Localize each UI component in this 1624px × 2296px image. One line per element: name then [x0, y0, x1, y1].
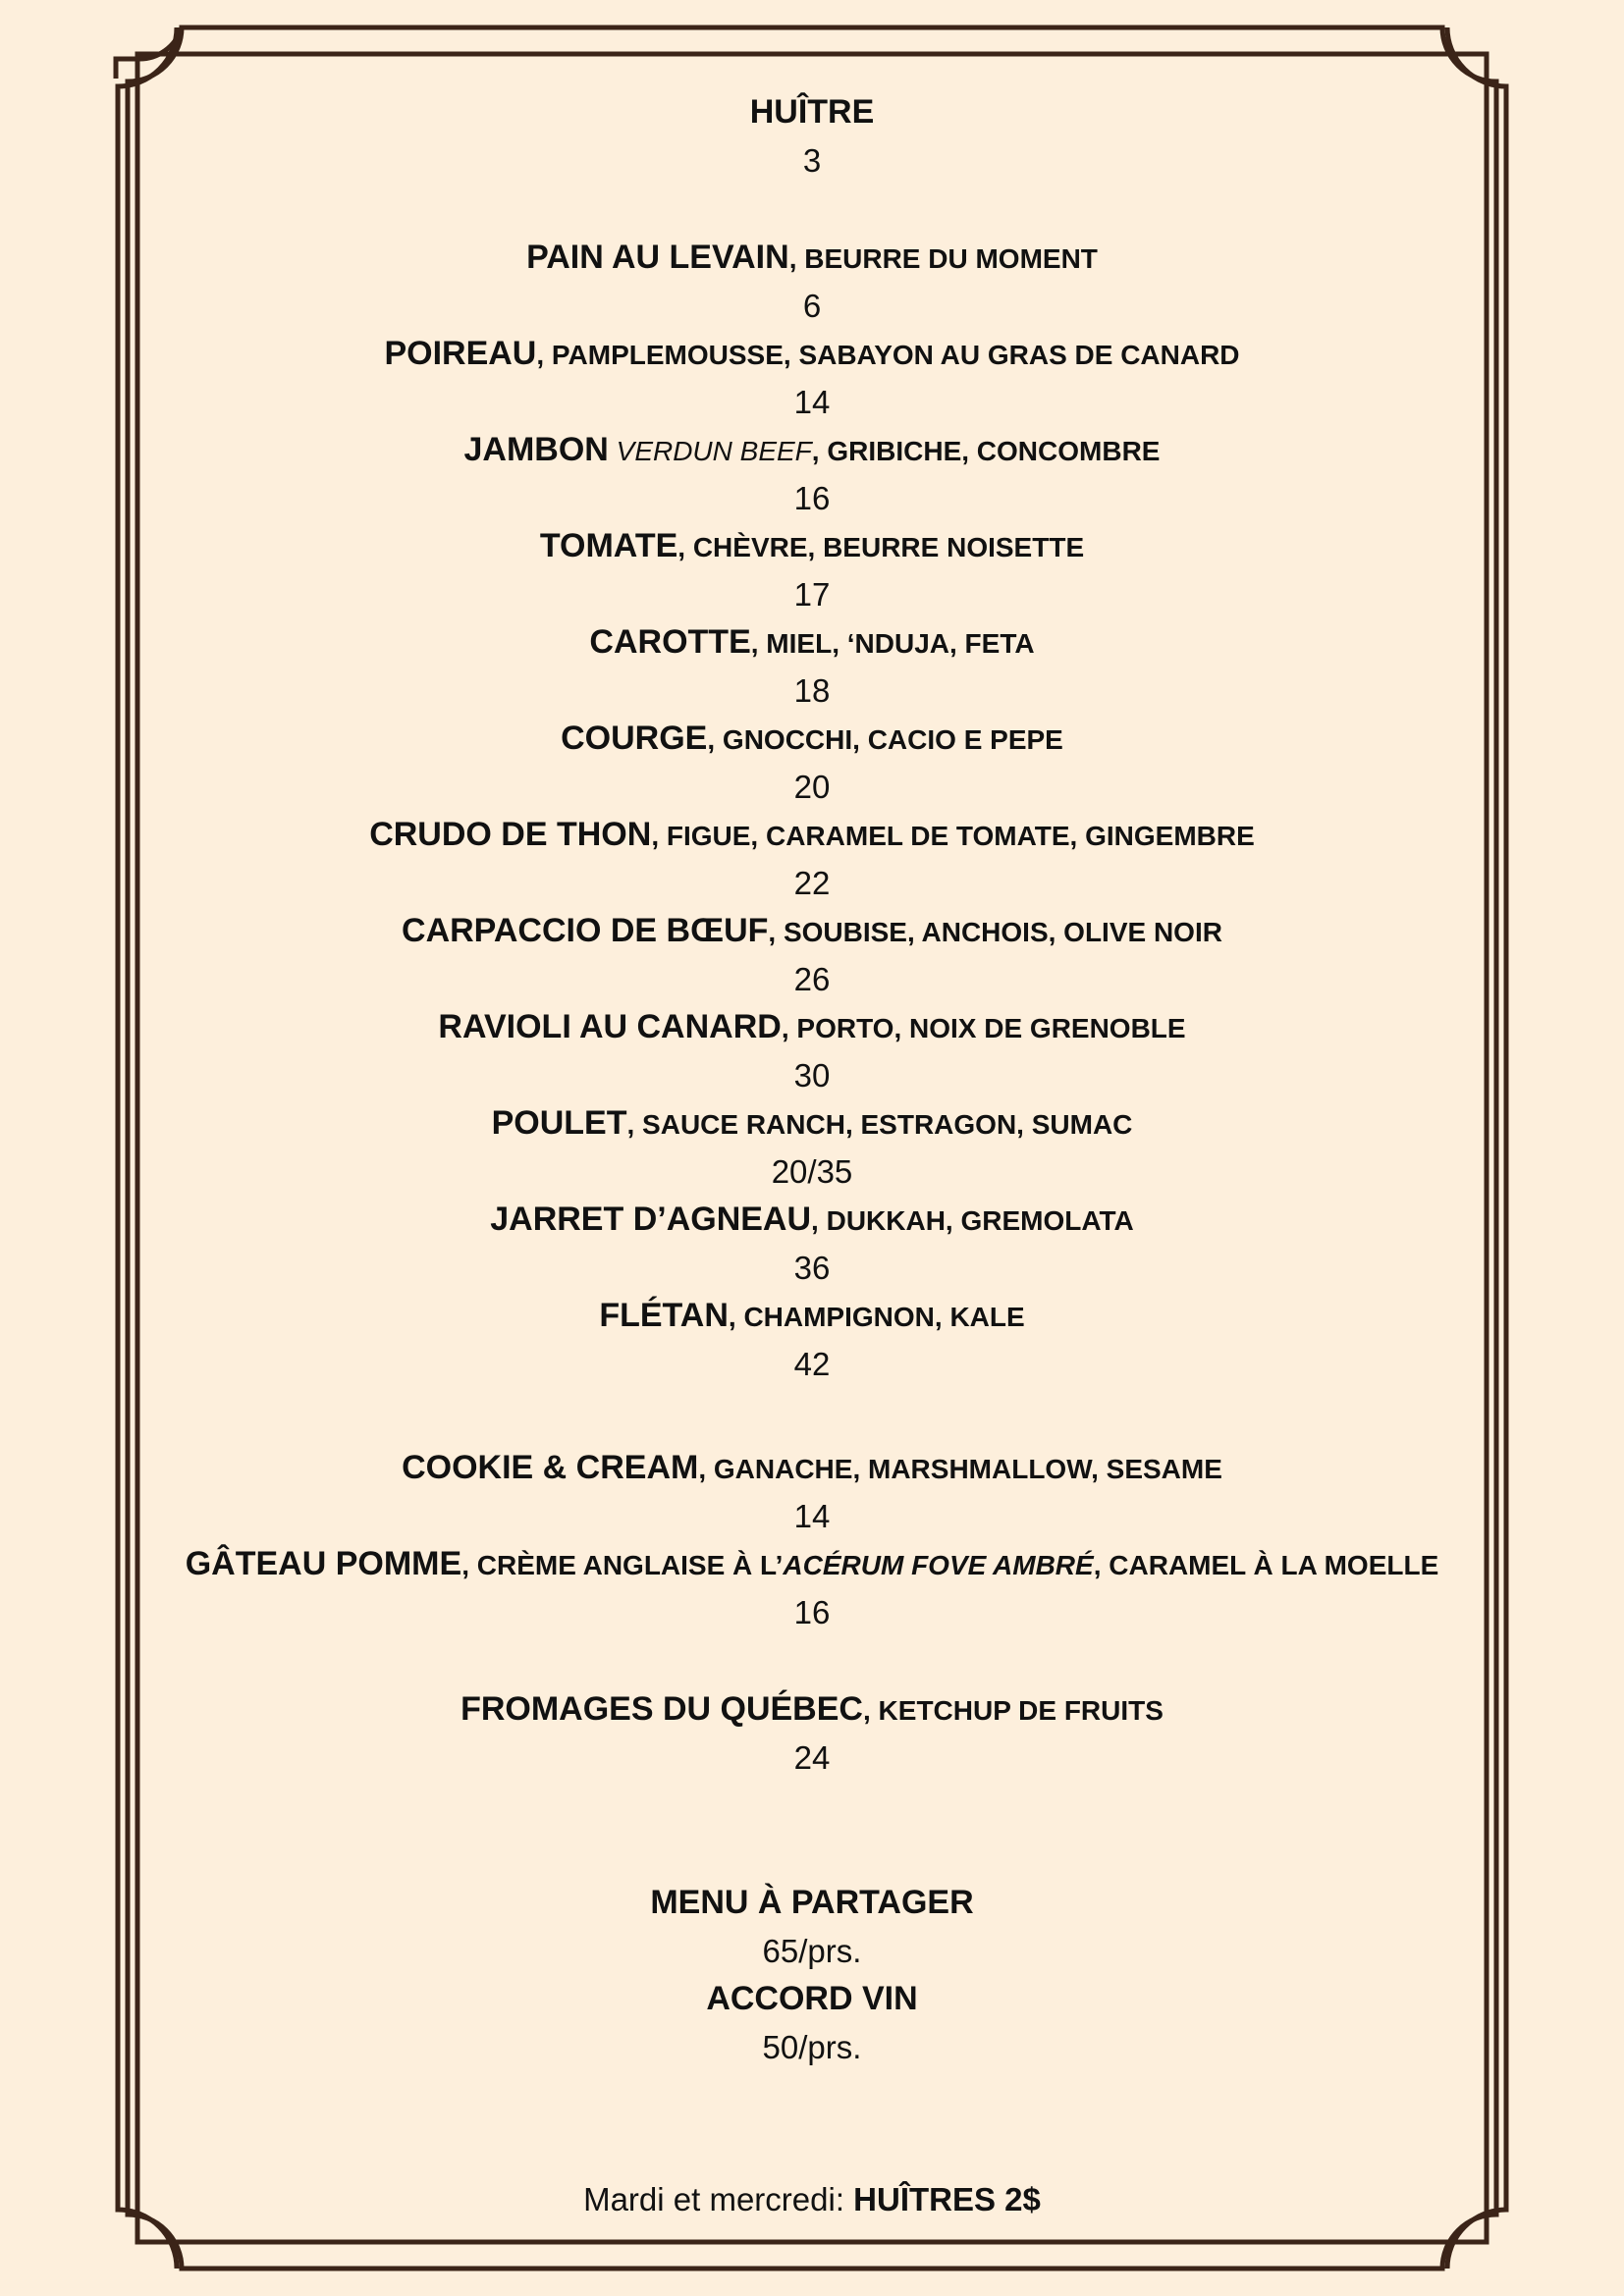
menu-item-name: FROMAGES DU QUÉBEC, KETCHUP DE FRUITS: [460, 1690, 1164, 1728]
menu-item-price: 17: [793, 576, 831, 613]
menu-item-name: ACCORD VIN: [706, 1980, 918, 2017]
menu-item-name: GÂTEAU POMME, CRÈME ANGLAISE À L’ACÉRUM FOVE AMBRÉ, CARAMEL À LA MOELLE: [185, 1545, 1439, 1582]
menu-item-name: CRUDO DE THON, FIGUE, CARAMEL DE TOMATE, GINGEMBRE: [369, 816, 1255, 853]
menu-item-name: FLÉTAN, CHAMPIGNON, KALE: [599, 1297, 1025, 1334]
menu-item-price: 16: [793, 480, 831, 516]
menu-item-name: JARRET D’AGNEAU, DUKKAH, GREMOLATA: [490, 1201, 1134, 1238]
menu-item-price: 18: [793, 672, 831, 709]
menu-item-name: HUÎTRE: [749, 93, 875, 131]
menu-item-name: CAROTTE, MIEL, ‘NDUJA, FETA: [589, 623, 1035, 661]
menu-item-name: JAMBON VERDUN BEEF, GRIBICHE, CONCOMBRE: [463, 431, 1161, 468]
menu-item-name: COOKIE & CREAM, GANACHE, MARSHMALLOW, SESAME: [402, 1449, 1222, 1486]
menu-item-name: COURGE, GNOCCHI, CACIO E PEPE: [561, 720, 1063, 757]
menu-item-price: 42: [793, 1346, 831, 1382]
menu-item-price: 24: [793, 1739, 831, 1776]
menu-item-price: 30: [793, 1057, 831, 1094]
menu-item-price: 6: [802, 288, 822, 324]
menu-item-price: 36: [793, 1250, 831, 1286]
menu-item-price: 14: [793, 384, 831, 420]
menu-item-name: MENU À PARTAGER: [650, 1884, 974, 1921]
menu-item-price: 65/prs.: [762, 1933, 862, 1969]
menu-item-price: 50/prs.: [762, 2029, 862, 2065]
menu-item-price: 20/35: [771, 1153, 853, 1190]
footer-note: Mardi et mercredi: HUÎTRES 2$: [583, 2181, 1041, 2217]
menu-item-price: 16: [793, 1594, 831, 1630]
menu-item-price: 22: [793, 865, 831, 901]
menu-item-name: CARPACCIO DE BŒUF, SOUBISE, ANCHOIS, OLIVE NOIR: [402, 912, 1222, 949]
menu-item-price: 14: [793, 1498, 831, 1534]
menu-item-name: PAIN AU LEVAIN, BEURRE DU MOMENT: [526, 239, 1098, 276]
menu-item-price: 20: [793, 769, 831, 805]
menu-item-price: 3: [802, 142, 822, 179]
menu-item-name: RAVIOLI AU CANARD, PORTO, NOIX DE GRENOBLE: [438, 1008, 1186, 1045]
menu-item-name: POULET, SAUCE RANCH, ESTRAGON, SUMAC: [491, 1104, 1133, 1142]
menu-item-name: TOMATE, CHÈVRE, BEURRE NOISETTE: [539, 527, 1085, 564]
menu-item-name: POIREAU, PAMPLEMOUSSE, SABAYON AU GRAS DE CANARD: [384, 335, 1240, 372]
menu-item-price: 26: [793, 961, 831, 997]
